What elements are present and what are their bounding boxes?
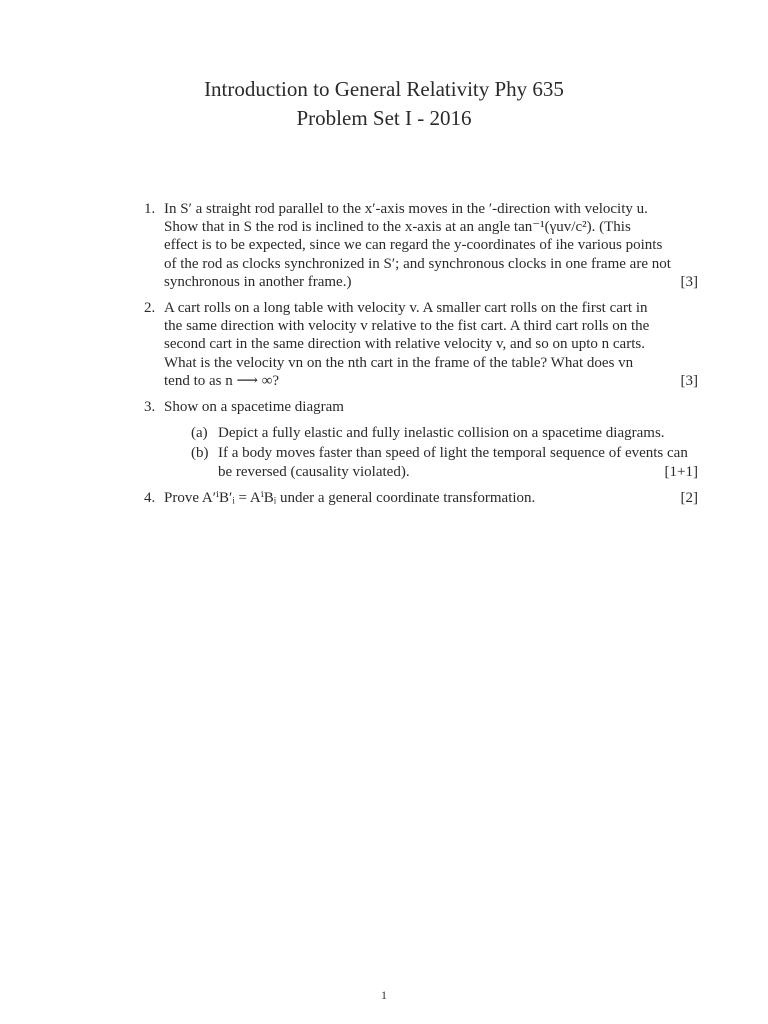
problem-text-line: Show on a spacetime diagram [164, 399, 344, 416]
problem-number: 2. [144, 300, 156, 317]
problem-text-line: of the rod as clocks synchronized in S′; and synchronous clocks in one frame are not [164, 255, 671, 272]
point-mark: [3] [680, 273, 698, 290]
problem-text-line: tend to as n ⟶ ∞? [164, 372, 280, 389]
problem-text-line-last [164, 273, 698, 291]
problem-1 [138, 200, 698, 291]
subproblem-list [164, 424, 698, 481]
problem-number: 1. [144, 201, 156, 217]
problem-4 [138, 489, 698, 507]
problem-text-line-last [218, 463, 698, 481]
problem-text-line: What is the velocity vn on the nth cart in the frame of the table? What does vn [164, 354, 634, 371]
point-mark: [2] [680, 489, 698, 506]
subproblem-label: (a) [191, 425, 208, 442]
problem-text-line: second cart in the same direction with relative velocity v, and so on upto n carts. [164, 336, 645, 353]
problem-text-line: be reversed (causality violated). [218, 463, 410, 480]
problem-number: 3. [144, 399, 156, 416]
subproblem-label: (b) [191, 445, 209, 462]
problem-list [138, 200, 698, 515]
problem-2 [138, 299, 698, 390]
problem-text-line-last [164, 372, 698, 390]
subproblem-b [191, 444, 698, 480]
problem-text-line: the same direction with velocity v relative to the fist cart. A third cart rolls on the [164, 318, 650, 335]
problem-text-line: Show that in S the rod is inclined to the x-axis at an angle tan⁻¹(γuv/c²). (This [164, 219, 631, 236]
point-mark: [3] [680, 372, 698, 389]
problem-text-line: synchronous in another frame.) [164, 273, 352, 290]
document-subtitle: Problem Set I - 2016 [296, 106, 472, 130]
point-mark: [1+1] [664, 463, 698, 480]
problem-number: 4. [144, 489, 156, 506]
problem-text-line: effect is to be expected, since we can regard the y-coordinates of ihe various points [164, 237, 663, 254]
subproblem-a [191, 424, 698, 442]
problem-text-line-last [164, 489, 698, 507]
problem-text-line: Prove A′ⁱB′ᵢ = AⁱBᵢ under a general coordinate transformation. [164, 489, 536, 506]
document-title: Introduction to General Relativity Phy 635 [204, 77, 564, 101]
problem-text-line: If a body moves faster than speed of light the temporal sequence of events can [218, 445, 688, 462]
problem-text-line: A cart rolls on a long table with velocity v. A smaller cart rolls on the first cart in [164, 300, 648, 317]
problem-text-line: Depict a fully elastic and fully inelastic collision on a spacetime diagrams. [218, 425, 665, 442]
problem-3 [138, 398, 698, 481]
page-number: 1 [381, 988, 387, 1002]
problem-text-line: In S′ a straight rod parallel to the x′-axis moves in the ′-direction with velocity u. [164, 201, 648, 217]
